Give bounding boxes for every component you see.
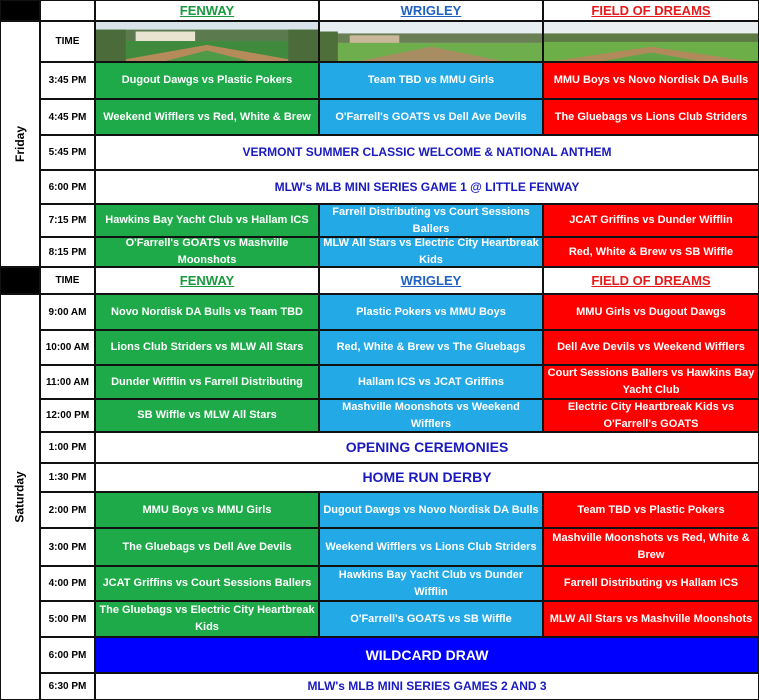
time-slot: 4:00 PM xyxy=(40,566,95,601)
time-slot: 2:00 PM xyxy=(40,492,95,528)
game-cell-fenway: Hawkins Bay Yacht Club vs Hallam ICS xyxy=(95,204,319,237)
venue-header-field-of-dreams: FIELD OF DREAMS xyxy=(543,267,759,294)
venue-header-wrigley: WRIGLEY xyxy=(319,0,543,21)
venue-header-fenway: FENWAY xyxy=(95,267,319,294)
time-slot: 7:15 PM xyxy=(40,204,95,237)
corner-block xyxy=(0,0,40,21)
venue-header-wrigley: WRIGLEY xyxy=(319,267,543,294)
time-slot: 3:00 PM xyxy=(40,528,95,566)
event-banner: MLW's MLB MINI SERIES GAMES 2 AND 3 xyxy=(95,673,759,700)
time-slot: 6:00 PM xyxy=(40,637,95,673)
time-slot: 1:30 PM xyxy=(40,463,95,492)
game-cell-wrigley: Dugout Dawgs vs Novo Nordisk DA Bulls xyxy=(319,492,543,528)
game-cell-field-of-dreams: Red, White & Brew vs SB Wiffle xyxy=(543,237,759,267)
game-cell-fenway: MMU Boys vs MMU Girls xyxy=(95,492,319,528)
game-cell-fenway: JCAT Griffins vs Court Sessions Ballers xyxy=(95,566,319,601)
time-slot: 11:00 AM xyxy=(40,365,95,399)
game-cell-field-of-dreams: Farrell Distributing vs Hallam ICS xyxy=(543,566,759,601)
game-cell-field-of-dreams: JCAT Griffins vs Dunder Wifflin xyxy=(543,204,759,237)
game-cell-field-of-dreams: The Gluebags vs Lions Club Striders xyxy=(543,99,759,135)
time-slot: 5:00 PM xyxy=(40,601,95,637)
game-cell-field-of-dreams: MMU Girls vs Dugout Dawgs xyxy=(543,294,759,330)
game-cell-fenway: Dunder Wifflin vs Farrell Distributing xyxy=(95,365,319,399)
time-slot: 9:00 AM xyxy=(40,294,95,330)
game-cell-wrigley: Team TBD vs MMU Girls xyxy=(319,62,543,99)
game-cell-fenway: Novo Nordisk DA Bulls vs Team TBD xyxy=(95,294,319,330)
divider-block xyxy=(0,267,40,294)
game-cell-fenway: Dugout Dawgs vs Plastic Pokers xyxy=(95,62,319,99)
game-cell-wrigley: Plastic Pokers vs MMU Boys xyxy=(319,294,543,330)
event-banner: HOME RUN DERBY xyxy=(95,463,759,492)
game-cell-wrigley: Hawkins Bay Yacht Club vs Dunder Wifflin xyxy=(319,566,543,601)
time-slot: 4:45 PM xyxy=(40,99,95,135)
game-cell-field-of-dreams: MMU Boys vs Novo Nordisk DA Bulls xyxy=(543,62,759,99)
game-cell-wrigley: O'Farrell's GOATS vs Dell Ave Devils xyxy=(319,99,543,135)
game-cell-field-of-dreams: Court Sessions Ballers vs Hawkins Bay Yacht Club xyxy=(543,365,759,399)
venue-header-field-of-dreams: FIELD OF DREAMS xyxy=(543,0,759,21)
game-cell-fenway: The Gluebags vs Electric City Heartbreak Kids xyxy=(95,601,319,637)
game-cell-wrigley: Mashville Moonshots vs Weekend Wifflers xyxy=(319,399,543,432)
time-slot: 6:00 PM xyxy=(40,170,95,204)
game-cell-wrigley: Weekend Wifflers vs Lions Club Striders xyxy=(319,528,543,566)
game-cell-field-of-dreams: MLW All Stars vs Mashville Moonshots xyxy=(543,601,759,637)
time-slot: 8:15 PM xyxy=(40,237,95,267)
event-banner: MLW's MLB MINI SERIES GAME 1 @ LITTLE FENWAY xyxy=(95,170,759,204)
game-cell-field-of-dreams: Mashville Moonshots vs Red, White & Brew xyxy=(543,528,759,566)
time-slot: 1:00 PM xyxy=(40,432,95,463)
event-banner: OPENING CEREMONIES xyxy=(95,432,759,463)
time-header: TIME xyxy=(40,267,95,294)
time-header: TIME xyxy=(40,21,95,62)
event-banner-wildcard: WILDCARD DRAW xyxy=(95,637,759,673)
time-slot: 12:00 PM xyxy=(40,399,95,432)
game-cell-wrigley: MLW All Stars vs Electric City Heartbreak Kids xyxy=(319,237,543,267)
game-cell-wrigley: O'Farrell's GOATS vs SB Wiffle xyxy=(319,601,543,637)
game-cell-wrigley: Farrell Distributing vs Court Sessions Ballers xyxy=(319,204,543,237)
game-cell-fenway: O'Farrell's GOATS vs Mashville Moonshots xyxy=(95,237,319,267)
game-cell-field-of-dreams: Electric City Heartbreak Kids vs O'Farrell's GOATS xyxy=(543,399,759,432)
game-cell-wrigley: Red, White & Brew vs The Gluebags xyxy=(319,330,543,365)
game-cell-fenway: SB Wiffle vs MLW All Stars xyxy=(95,399,319,432)
game-cell-fenway: The Gluebags vs Dell Ave Devils xyxy=(95,528,319,566)
game-cell-field-of-dreams: Team TBD vs Plastic Pokers xyxy=(543,492,759,528)
game-cell-fenway: Weekend Wifflers vs Red, White & Brew xyxy=(95,99,319,135)
fenway-photo xyxy=(95,21,319,62)
day-label-friday: Friday xyxy=(0,21,40,267)
time-slot: 10:00 AM xyxy=(40,330,95,365)
game-cell-fenway: Lions Club Striders vs MLW All Stars xyxy=(95,330,319,365)
header-blank xyxy=(40,0,95,21)
event-banner: VERMONT SUMMER CLASSIC WELCOME & NATIONAL ANTHEM xyxy=(95,135,759,170)
wrigley-photo xyxy=(319,21,543,62)
day-label-saturday: Saturday xyxy=(0,294,40,700)
time-slot: 5:45 PM xyxy=(40,135,95,170)
time-slot: 6:30 PM xyxy=(40,673,95,700)
game-cell-field-of-dreams: Dell Ave Devils vs Weekend Wifflers xyxy=(543,330,759,365)
time-slot: 3:45 PM xyxy=(40,62,95,99)
field-of-dreams-photo xyxy=(543,21,759,62)
venue-header-fenway: FENWAY xyxy=(95,0,319,21)
game-cell-wrigley: Hallam ICS vs JCAT Griffins xyxy=(319,365,543,399)
